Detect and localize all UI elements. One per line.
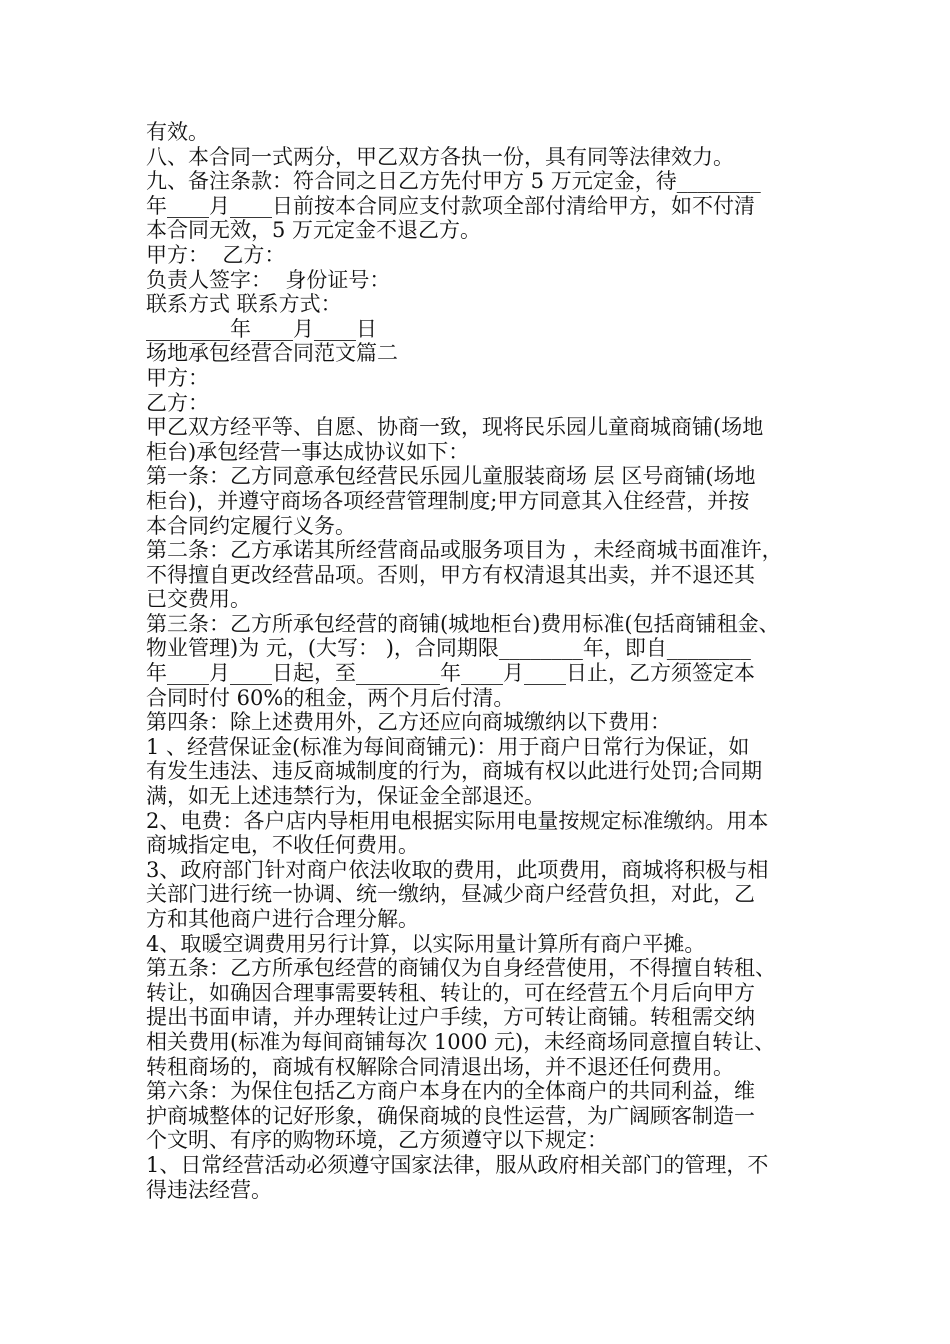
- text-line: 第六条：为保住包括乙方商户本身在内的全体商户的共同利益，维: [146, 1079, 755, 1104]
- text-line: 4、取暖空调费用另行计算，以实际用量计算所有商户平摊。: [146, 931, 706, 956]
- text-line: 商城指定电，不收任何费用。: [146, 833, 419, 858]
- text-line: 第二条：乙方承诺其所经营商品或服务项目为 ，未经商城书面准许，: [146, 538, 783, 563]
- text-line: 第五条：乙方所承包经营的商铺仅为自身经营使用，不得擅自转租、: [146, 956, 776, 981]
- text-line: 本合同无效，5 万元定金不退乙方。: [146, 218, 482, 243]
- text-line: 个文明、有序的购物环境，乙方须遵守以下规定：: [146, 1128, 608, 1153]
- text-line: 已交费用。: [146, 587, 251, 612]
- text-line: 转租商场的，商城有权解除合同清退出场，并不退还任何费用。: [146, 1054, 734, 1079]
- text-line: 护商城整体的记好形象，确保商城的良性运营，为广阔顾客制造一: [146, 1103, 755, 1128]
- text-line: 乙方：: [146, 390, 209, 415]
- text-line: 3、政府部门针对商户依法收取的费用，此项费用，商城将积极与相: [146, 857, 769, 882]
- text-line: 八、本合同一式两分，甲乙双方各执一份，具有同等法律效力。: [146, 144, 734, 169]
- text-line: 转让，如确因合理事需要转租、转让的，可在经营五个月后向甲方: [146, 980, 755, 1005]
- text-line: 1、日常经营活动必须遵守国家法律，服从政府相关部门的管理，不: [146, 1152, 769, 1177]
- text-line: 甲方：: [146, 365, 209, 390]
- text-line: 相关费用(标准为每间商铺每次 1000 元)，未经商场同意擅自转让、: [146, 1029, 776, 1054]
- text-line: 年____月____日起，至________年____月____日止，乙方须签定本: [146, 661, 755, 686]
- text-line: 负责人签字： 身份证号：: [146, 267, 391, 292]
- text-line: 不得擅自更改经营品项。否则，甲方有权清退其出卖，并不退还其: [146, 562, 755, 587]
- text-line: 合同时付 60%的租金，两个月后付清。: [146, 685, 515, 710]
- text-line: 本合同约定履行义务。: [146, 513, 356, 538]
- text-line: 第一条：乙方同意承包经营民乐园儿童服装商场 层 区号商铺(场地: [146, 464, 756, 489]
- text-line: 第四条：除上述费用外，乙方还应向商城缴纳以下费用：: [146, 710, 671, 735]
- text-line: 柜台)，并遵守商场各项经营管理制度;甲方同意其入住经营，并按: [146, 488, 750, 513]
- text-line: 满，如无上述违禁行为，保证金全部退还。: [146, 784, 545, 809]
- document-page: [146, 120, 816, 1202]
- text-line: 联系方式 联系方式：: [146, 292, 342, 317]
- text-line: 提出书面申请，并办理转让过户手续，方可转让商铺。转租需交纳: [146, 1005, 755, 1030]
- text-line: 2、电费：各户店内导柜用电根据实际用电量按规定标准缴纳。用本: [146, 808, 769, 833]
- text-line: 九、备注条款：符合同之日乙方先付甲方 5 万元定金，待________: [146, 169, 761, 194]
- section-title: 场地承包经营合同范文篇二: [146, 341, 398, 366]
- text-line: 第三条：乙方所承包经营的商铺(城地柜台)费用标准(包括商铺租金、: [146, 611, 780, 636]
- text-line: 关部门进行统一协调、统一缴纳，昼减少商户经营负担，对此，乙: [146, 882, 755, 907]
- text-line: 年____月____日前按本合同应支付款项全部付清给甲方，如不付清: [146, 193, 755, 218]
- text-line: ________年____月____日: [146, 316, 377, 341]
- text-line: 1 、经营保证金(标准为每间商铺元)：用于商户日常行为保证，如: [146, 734, 750, 759]
- text-line: 甲方： 乙方：: [146, 242, 286, 267]
- text-line: 有效。: [146, 120, 209, 144]
- text-line: 方和其他商户进行合理分解。: [146, 907, 419, 931]
- text-line: 有发生违法、违反商城制度的行为，商城有权以此进行处罚;合同期: [146, 759, 763, 784]
- text-line: 柜台)承包经营一事达成协议如下：: [146, 439, 470, 464]
- text-line: 甲乙双方经平等、自愿、协商一致，现将民乐园儿童商城商铺(场地: [146, 415, 764, 440]
- text-line: 得违法经营。: [146, 1177, 272, 1202]
- text-line: 物业管理)为 元，(大写： )，合同期限________年，即自________: [146, 636, 751, 661]
